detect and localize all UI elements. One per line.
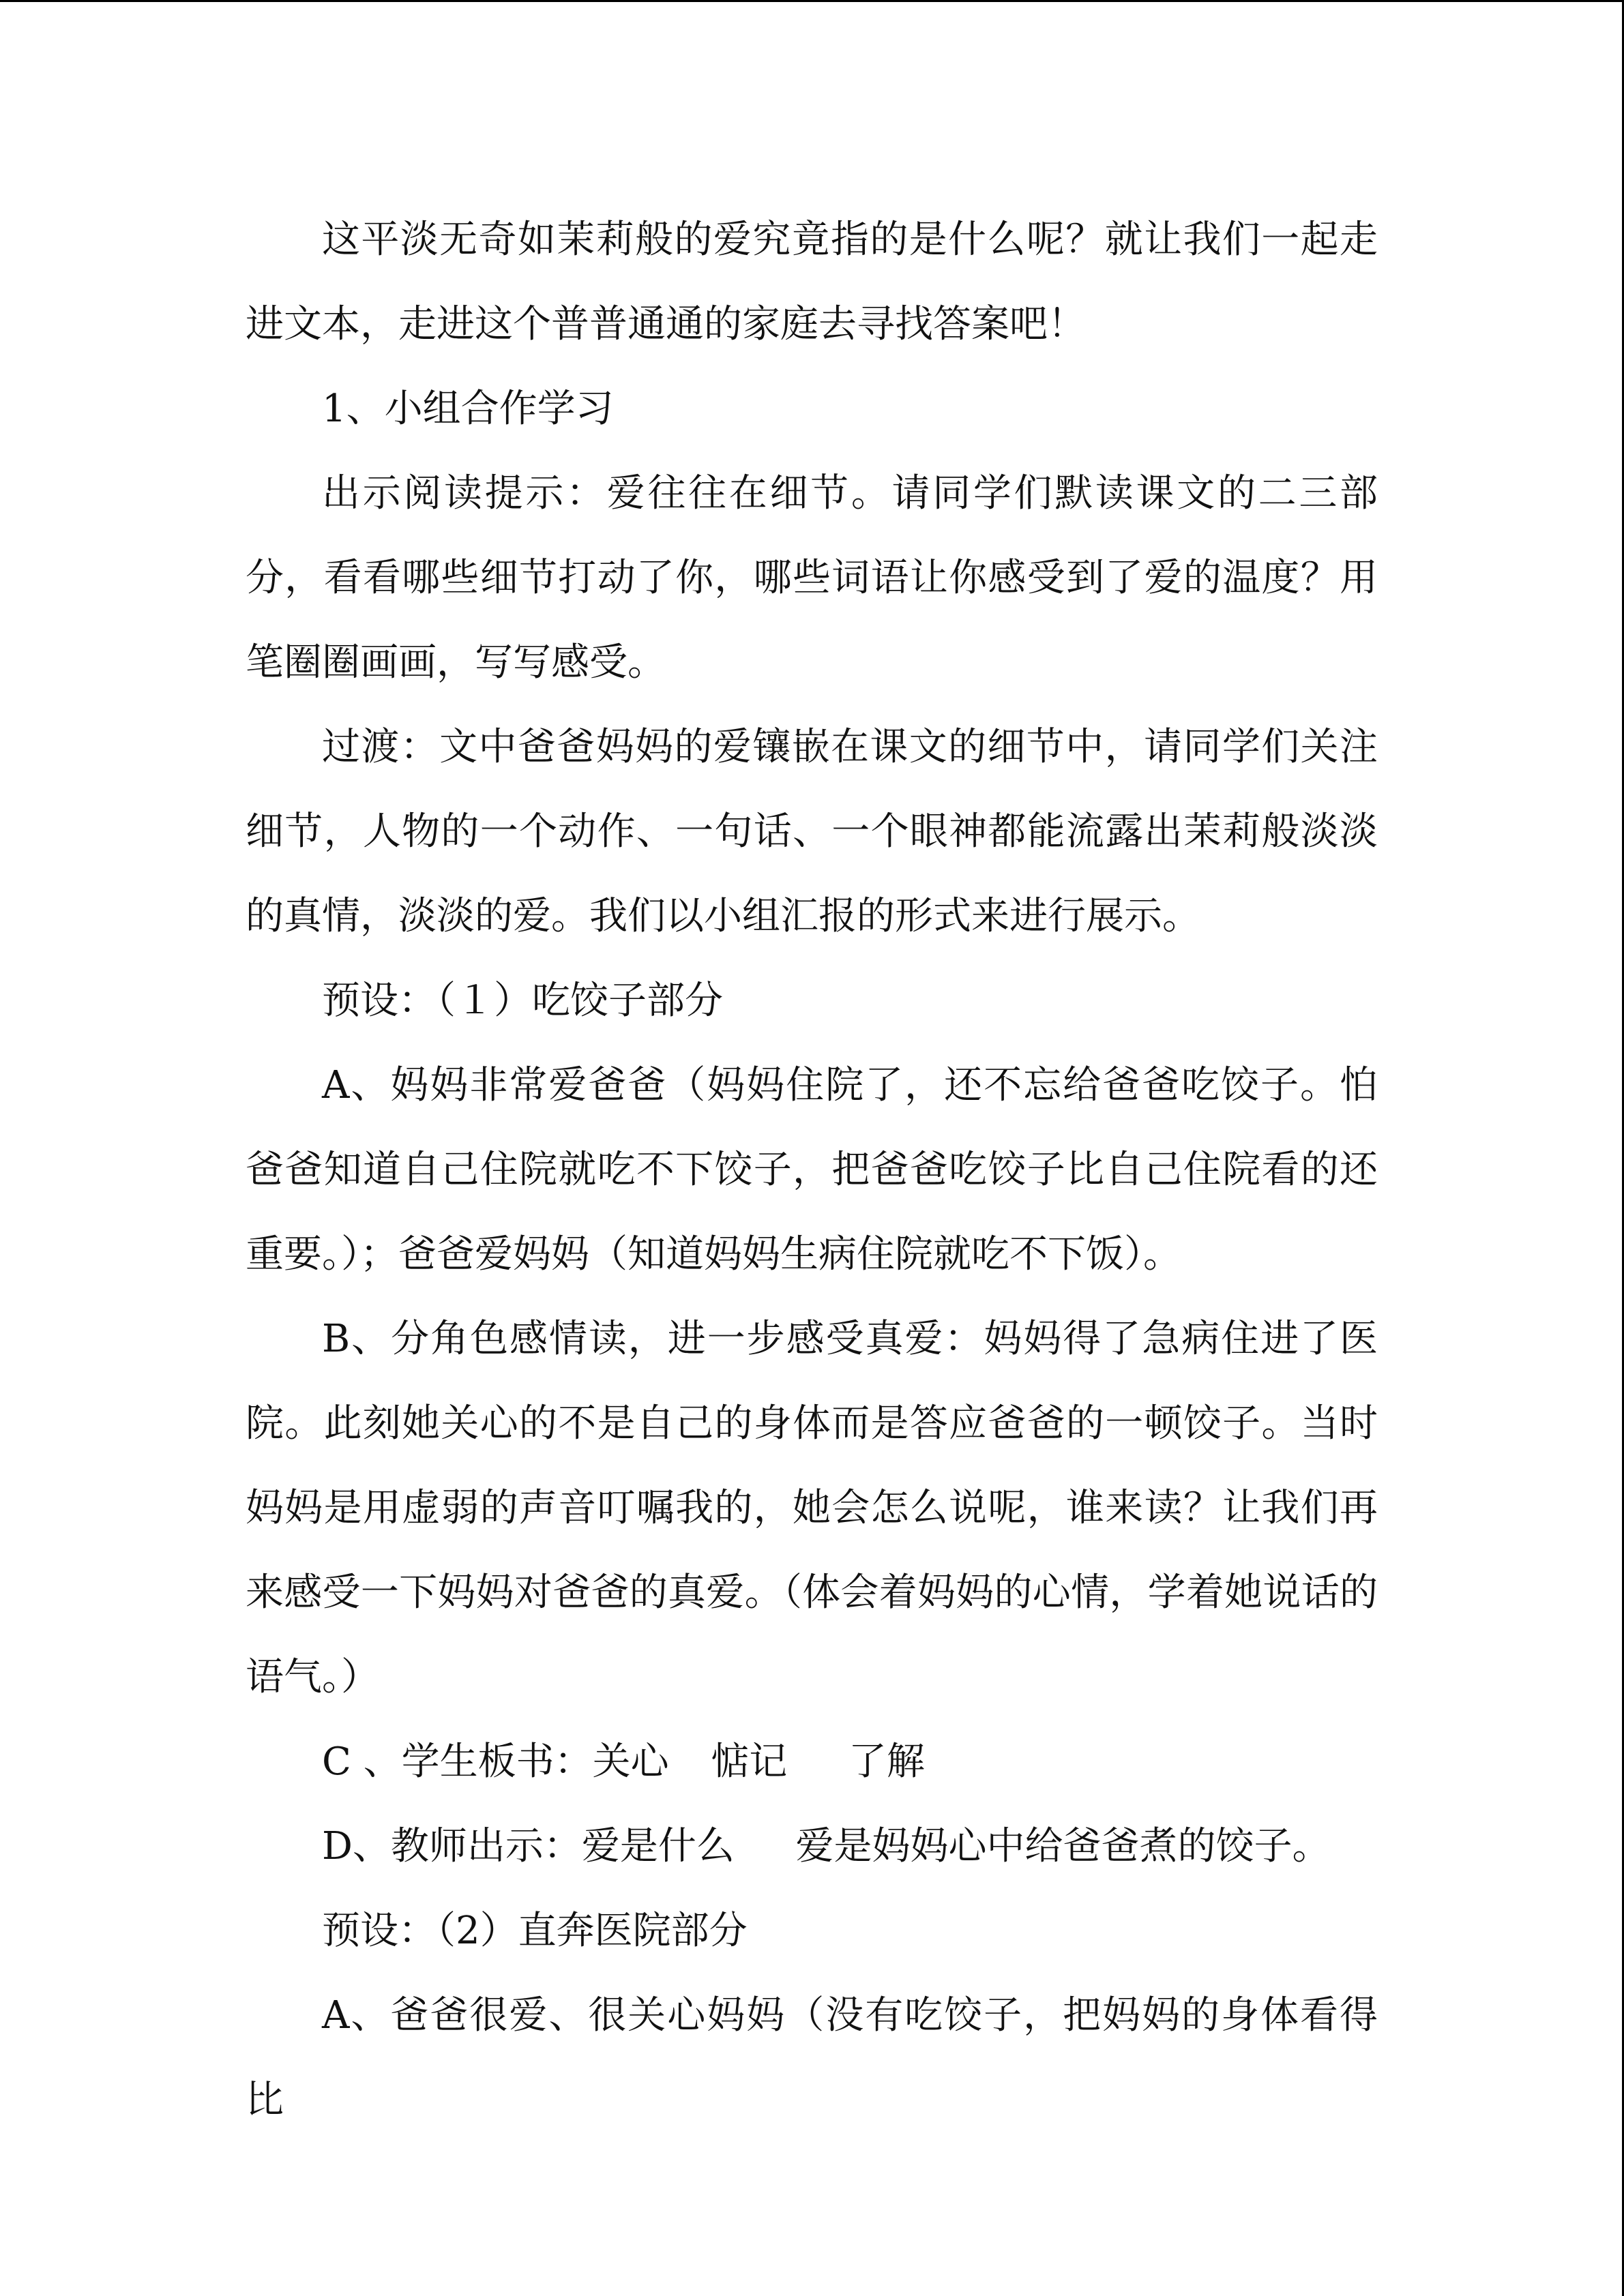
paragraph-preset-1: 预设：（１）吃饺子部分 <box>322 979 723 1023</box>
paragraph-item-a: A、妈妈非常爱爸爸（妈妈住院了，还不忘给爸爸吃饺子。怕爸爸知道自己住院就吃不下饺子，把爸爸吃饺子比自己住院看的还重要。）；爸爸爱妈妈（知道妈妈生病住院就吃不下饭）。 <box>246 1063 1378 1277</box>
document-body <box>246 198 1378 2143</box>
board-word-1: 关心 <box>592 1740 669 1784</box>
board-word-2: 惦记 <box>711 1740 788 1784</box>
paragraph-group-study: 1、小组合作学习 <box>322 387 614 431</box>
paragraph-transition: 过渡：文中爸爸妈妈的爱镶嵌在课文的细节中，请同学们关注细节，人物的一个动作、一句话、一个眼神都能流露出茉莉般淡淡的真情，淡淡的爱。我们以小组汇报的形式来进行展示。 <box>246 725 1378 938</box>
paragraph-intro: 这平淡无奇如茉莉般的爱究竟指的是什么呢？就让我们一起走进文本，走进这个普普通通的家庭去寻找答案吧！ <box>246 218 1378 346</box>
board-prefix: C 、学生板书： <box>322 1740 593 1784</box>
paragraph-preset-2: 预设：（2）直奔医院部分 <box>322 1909 748 1953</box>
paragraph-preset-2-item-a: A、爸爸很爱、很关心妈妈（没有吃饺子，把妈妈的身体看得比 <box>246 1993 1378 2122</box>
paragraph-item-d <box>246 1804 1378 1889</box>
paragraph-item-c <box>246 1720 1378 1804</box>
top-border-line <box>0 0 1624 2</box>
paragraph-reading-prompt: 出示阅读提示：爱往往在细节。请同学们默读课文的二三部分，看看哪些细节打动了你，哪些词语让你感受到了爱的温度？用笔圈圈画画，写写感受。 <box>246 471 1378 685</box>
teacher-prefix: D、教师出示：爱是什么 <box>322 1824 735 1868</box>
board-word-3: 了解 <box>848 1740 925 1784</box>
teacher-answer: 爱是妈妈心中给爸爸煮的饺子。 <box>795 1824 1331 1868</box>
paragraph-item-b: B、分角色感情读，进一步感受真爱：妈妈得了急病住进了医院。此刻她关心的不是自己的身体而是答应爸爸的一顿饺子。当时妈妈是用虚弱的声音叮嘱我的，她会怎么说呢，谁来读？让我们再来感受一下妈妈对爸爸的真爱。（体会着妈妈的心情，学着她说话的语气。） <box>246 1317 1378 1699</box>
